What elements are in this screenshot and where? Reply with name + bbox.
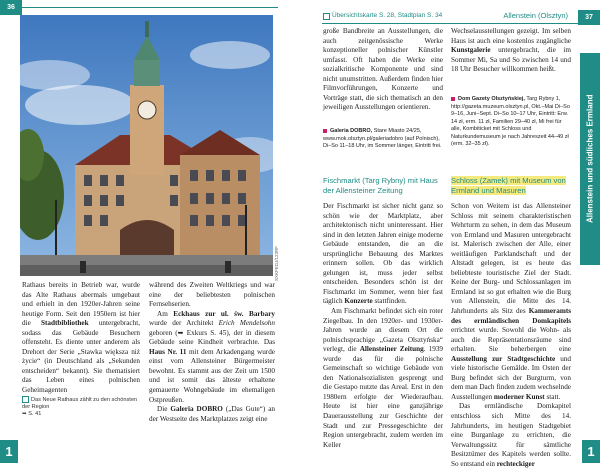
info-bullet-icon xyxy=(451,97,455,101)
photo-reference-icon xyxy=(22,396,29,403)
header-chapter-title: Allenstein (Olsztyn) xyxy=(503,11,568,20)
caption-reference-link[interactable]: ➥ S. 41 xyxy=(22,410,42,417)
info-bullet-icon xyxy=(323,129,327,133)
page-number-right: 37 xyxy=(578,10,600,25)
header-rule-left xyxy=(22,7,278,8)
header-map-reference[interactable]: Übersichtskarte S. 28, Stadtplan S. 34 xyxy=(323,12,442,19)
schloss-text: Schon von Weitem ist das Allensteiner Schloss mit seinem charakteristischen Wehrturm zu sehen, in dem das Museum von Ermland und Masuren untergebracht ist. Malerisch zwischen der Alle, einer weitläufigen Parklandschaft und der Altstadt gelegen, ist es heute das beliebteste touristische Ziel der Stadt. Keine der Burg- und Schlossanlagen im Ermland ist so gut erhalten wie die Burg von Allenstein, die Mitte des 14. Jahrhunderts als Sitz des Kammeramts des ermländischen Domkapitels errichtet wurde. Sowohl die Wohn- als auch die Repräsentationsräume sind erhalten. Sie beherbergen eine Ausstellung zur Stadtgeschichte und viele historische Gemälde. Im Osten der Burg befindet sich der Burgturm, von dem man Dach finden zudem wechselnde Ausstellungen moderner Kunst statt. Das ermländische Domkapitel entschloss sich Mitte des 14. Jahrhunderts, im heutigen Stadtgebiet eine Burganlage zu errichten, die Verwaltungssitz für sämtliche Besitztümer des Kapitels werden sollte. So entstand ein rechteckiger xyxy=(451,202,572,468)
chapter-number-right: 1 xyxy=(582,440,600,463)
fischmarkt-text: Der Fischmarkt ist sicher nicht ganz so schön wie der Marktplatz, aber architektonisch nicht uninteressant. Hier sind in den letzten Jahren einige moderne Gebäude entstanden, die an die ursprüngliche Bebauung des Marktes erinnern sollen. Ob das wirklich gelungen ist, muss jeder selbst entscheiden. Besonders schön ist der Fischmarkt im Sommer, wenn hier fast täglich Konzerte stattfinden. Am Fischmarkt befindet sich ein roter Ziegelbau. In den 1920er- und 1930er-Jahren wurde an diesem Ort die polnischsprachige „Gazeta Olsztyńska“ verlegt, die Allensteiner Zeitung. 1939 wurde das für die polnische Gemeinschaft so wichtige Gebäude von den Nationalsozialisten gesprengt und die Gestapo nutzte das Areal. Erst in den 1980ern erfolgte der Wiederaufbau. Heute ist hier eine ganzjährige Dauerausstellung zur Geschichte der Stadt und zur Pressegeschichte der Region untergebracht, zudem werden im Keller xyxy=(323,202,443,449)
chapter-number-left: 1 xyxy=(0,440,18,463)
right-column-2: Wechselausstellungen gezeigt. Im selben Haus ist auch eine kostenlos zugängliche Kunstgalerie untergebracht, die im Sommer Mi, Sa und So zwischen 14 und 18 Uhr Besucher willkommen heißt. xyxy=(451,27,571,74)
map-reference-icon xyxy=(323,13,330,20)
header-rule-right xyxy=(322,23,578,24)
photo-caption: Das Neue Rathaus zählt zu den schönsten der Region ➥ S. 41 xyxy=(22,396,138,417)
info-galeria-dobro: Galeria DOBRO, Stare Miasto 24/25, www.mok.olsztyn.pl/galeriadobro (auf Polnisch), Di–So 11–18 Uhr, im Sommer länger, Eintritt frei. xyxy=(323,128,442,149)
section-heading-schloss: Schloss (Zamek) mit Museum von Ermland und Masuren xyxy=(451,176,566,195)
town-hall-photo xyxy=(20,15,273,276)
left-column-1: Rathaus bereits in Betrieb war, wurde das Alte Rathaus abermals umgebaut und erhielt in den 1920er-Jahren seine heutige Form. Seit den 1950ern ist hier die Stadtbibliothek untergebracht, sodass das Gebäude Besuchern offensteht. Es diente unter anderem als Drehort der Serie „Stawka większa niż życie“ (in Deutschland als „Sekunden entscheiden“ bekannt). Sie thematisiert das Leben eines polnischen Geheimagenten xyxy=(22,281,141,395)
page-number-left: 36 xyxy=(0,0,22,15)
info-dom-gazety: Dom Gazety Olsztyńskiej, Targ Rybny 1, http://gazeta.muzeum.olsztyn.pl, Okt.–Mai Di–So 9–16, Juni–Sept. Di–So 10–17 Uhr, Eintritt: Erw. 14 zł, erm. 11 zł, Familien 29–40 zł, Mi frei für alle, Kombiticket mit Schloss und Naturkundemuseum je nach Jahreszeit 44–49 zł (erm. 32–35 zł). xyxy=(451,96,570,147)
left-column-2: während des Zweiten Weltkriegs und war eine der beliebtesten polnischen Fernsehserien. Am Eckhaus zur ul. św. Barbary wurde der Architekt Erich Mendelsohn geboren (➥ Exkurs S. 45), der in diesem Gebäude seine Kindheit verbrachte. Das Haus Nr. 11 mit dem Arkadengang wurde einst vom Allensteiner Bürgermeister bewohnt. Es stammt aus der Zeit um 1500 und ist somit das älteste erhaltene gemauerte Wohngebäude im ehemaligen Ostpreußen. Die Galeria DOBRO („Das Gute“) an der Westseite des Marktplatzes zeigt eine xyxy=(149,281,276,423)
photo-credit: SXKFEDJ/123RF xyxy=(274,246,279,282)
chapter-side-tab-label: Allenstein und südliches Ermland xyxy=(585,94,595,224)
section-heading-fischmarkt: Fischmarkt (Targ Rybny) mit Haus der Allensteiner Zeitung xyxy=(323,176,438,195)
right-column-1: große Bandbreite an Ausstellungen, die auch zeitgenössische Werke konzeptioneller polnischer Künstler umfasst. Oft haben die Werke eine sozialkritische Komponente und sind nicht unumstritten. Außerdem finden hier Filmvorführungen, Konzerte und Vorträge statt, die sich thematisch an den jeweiligen Ausstellungen orientieren. xyxy=(323,27,443,112)
